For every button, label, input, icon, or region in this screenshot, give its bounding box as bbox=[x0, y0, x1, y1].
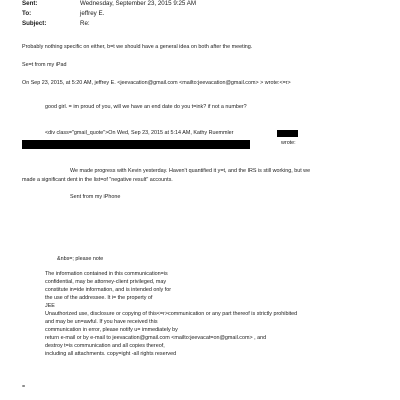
to-label: To: bbox=[22, 10, 32, 17]
sent-from-iphone: Sent from my iPhone bbox=[70, 194, 121, 200]
gmail-quote-line: <div class="gmail_quote">On Wed, Sep 23, 2015 at 5:14 AM, Kathy Ruemmler bbox=[45, 130, 234, 136]
tail-char: = bbox=[22, 384, 26, 390]
subject-label: Subject: bbox=[22, 20, 47, 27]
disclaimer-line: communication in error, please notify u= immediately by bbox=[45, 327, 178, 333]
redaction-box-1 bbox=[277, 130, 298, 137]
disclaimer-line: confidential, may be attorney-client privileged, may bbox=[45, 279, 167, 285]
disclaimer-line: and may be un=awful. If you have received this bbox=[45, 319, 158, 325]
disclaimer-line: including all attachments. copy=ight -all rights reserved bbox=[45, 351, 177, 357]
disclaimer-line: constitute in=ide information, and is intended only for bbox=[45, 287, 172, 293]
body-line-3: On Sep 23, 2015, at 5:20 AM, jeffrey E. <jeevacation@gmail.com <mailto:jeevacation@gmail.com> > wrote:<=r> bbox=[22, 80, 291, 86]
body-line-2: Se=t from my iPad bbox=[22, 62, 67, 68]
redaction-box-2 bbox=[22, 140, 250, 149]
body-line-4: good girl. = im proud of you, will we have an end date do you t=ink? if not a number? bbox=[45, 104, 247, 110]
body-line-7b: made a significant dent in the list=of "negative result" accounts. bbox=[22, 177, 173, 183]
sent-value: Wednesday, September 23, 2015 9:25 AM bbox=[80, 0, 197, 7]
disclaimer-line: destroy t=is communication and all copies thereof, bbox=[45, 343, 165, 349]
sent-label: Sent: bbox=[22, 0, 38, 7]
please-note-line: &nbs=; please note bbox=[57, 256, 104, 262]
subject-value: Re: bbox=[80, 20, 90, 27]
disclaimer-line: JEE bbox=[45, 303, 55, 309]
disclaimer-line: The information contained in this communication=is bbox=[45, 271, 168, 277]
body-line-7a: We made progress with Kevin yesterday. Haven't quantified it y=t, and the IRS is still working, but we bbox=[70, 168, 311, 174]
disclaimer-line: return e-mail or by e-mail to jeevacation@gmail.com <mailto:jeevacat=on@gmail.com> , and bbox=[45, 335, 267, 341]
disclaimer-line: the use of the addressee. It i= the property of bbox=[45, 295, 153, 301]
to-value: jeffrey E. bbox=[80, 10, 105, 17]
body-line-1: Probably nothing specific on either, b=t we should have a general idea on both after the meeting. bbox=[22, 44, 253, 50]
wrote-label: wrote: bbox=[281, 140, 296, 146]
disclaimer-line: Unauthorized use, disclosure or copying of this<=r>communication or any part thereof is strictly prohibited bbox=[45, 311, 298, 317]
